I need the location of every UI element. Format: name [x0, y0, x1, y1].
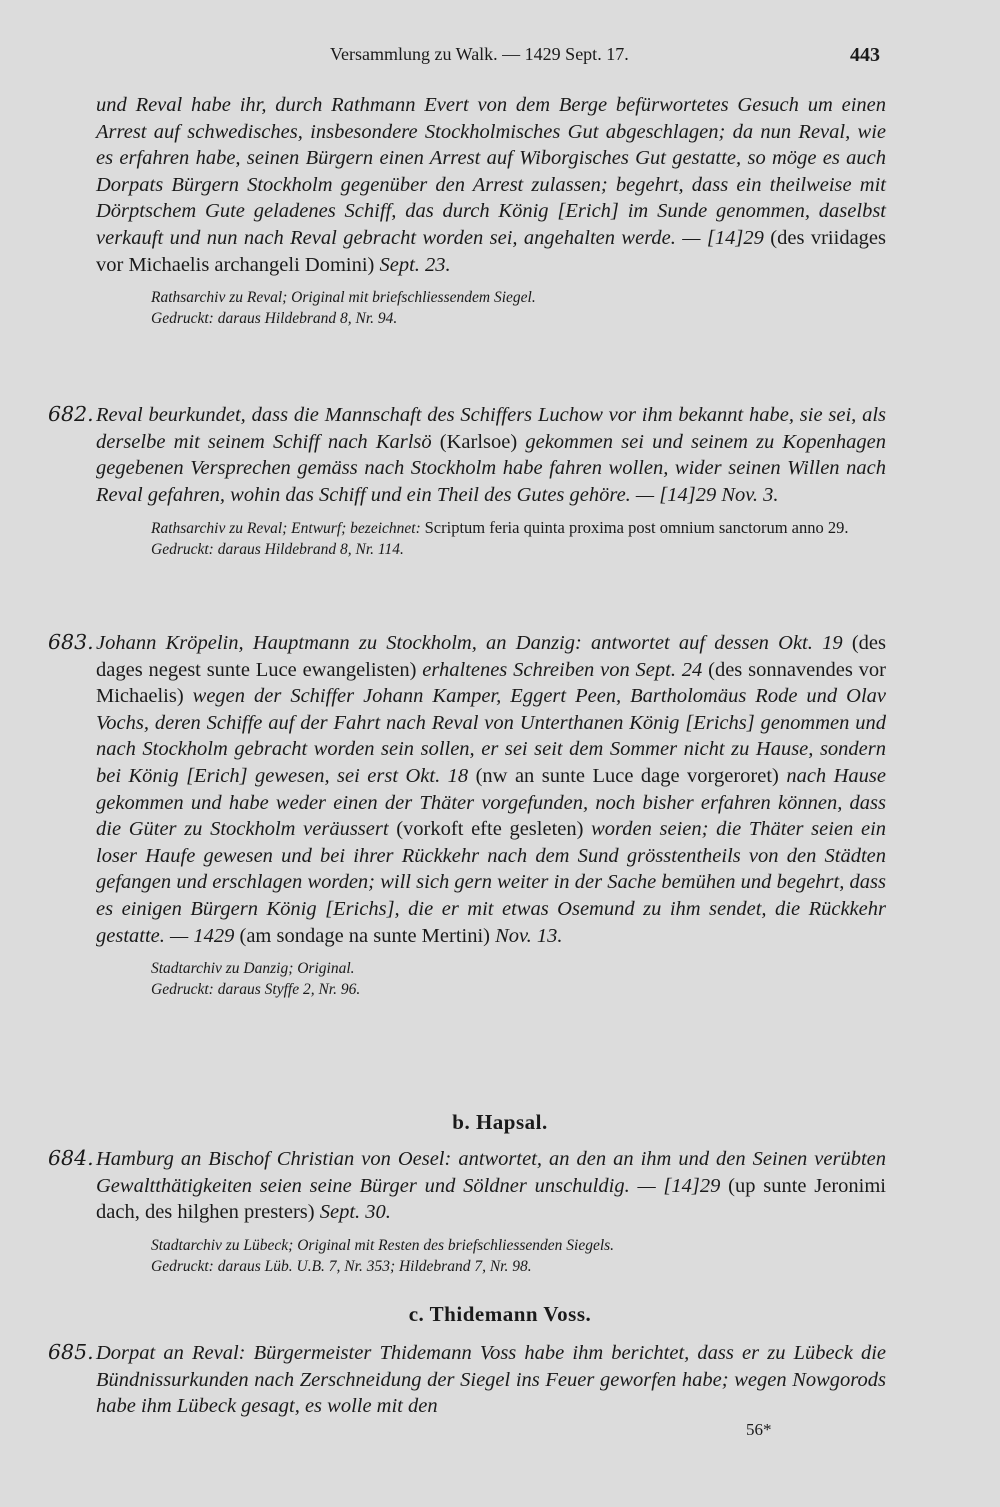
entry-quote: (des vriidages vor Michaelis archangeli Domini): [96, 226, 886, 276]
archive-line: Rathsarchiv zu Reval; Original mit briefschliessendem Siegel.: [151, 289, 536, 307]
entry-date: Sept. 30.: [319, 1201, 391, 1224]
section-heading-hapsal: b. Hapsal.: [452, 1110, 548, 1134]
entry-682: [48, 402, 887, 560]
printed-line: Gedruckt: daraus Hildebrand 8, Nr. 94.: [151, 310, 398, 328]
entry-text: Johann Kröpelin, Hauptmann zu Stockholm, an Danzig: antwortet auf dessen Okt. 19: [96, 632, 843, 654]
printed-line: Gedruckt: daraus Lüb. U.B. 7, Nr. 353; Hildebrand 7, Nr. 98.: [151, 1257, 532, 1275]
entry-685: [48, 1340, 886, 1420]
entry-number: 682.: [48, 402, 94, 426]
signature-mark: 56*: [746, 1420, 772, 1439]
archive-line: Stadtarchiv zu Lübeck; Original mit Resten des briefschliessenden Siegels.: [151, 1236, 615, 1254]
archive-line: Stadtarchiv zu Danzig; Original.: [151, 960, 355, 978]
entry-body: [96, 402, 886, 508]
printed-line: Gedruckt: daraus Styffe 2, Nr. 96.: [151, 981, 361, 999]
entry-quote: (nw an sunte Luce dage vorgeroret): [475, 764, 779, 787]
entry-body: [96, 1146, 886, 1226]
entry-body: Dorpat an Reval: Bürgermeister Thidemann Voss habe ihm berichtet, dass er zu Lübeck die Bündnissurkunden nach Zerschneidung der Siegel ins Feuer geworfen habe; wegen Nowgorods habe ihm Lübeck gesagt, es wolle mit den: [96, 1342, 886, 1418]
archive-label: Rathsarchiv zu Reval; Entwurf; bezeichnet:: [151, 520, 421, 538]
entry-number: 683.: [48, 630, 94, 654]
entry-date: Nov. 13.: [495, 924, 563, 947]
entry-text: wegen der Schiffer Johann Kamper, Eggert Peen, Bartholomäus Rode und Olav Vochs, deren Schiffe auf der Fahrt nach Reval von Unterthanen König [Erichs] genommen und nach Stockholm gebracht worden sein sollen, er sei seit dem Sommer nicht zu Hause, sondern bei König [Erich] gewesen, sei erst Okt. 18: [96, 685, 886, 787]
entry-text: Reval beurkundet, dass die Mannschaft des Schiffers Luchow vor ihm bekannt habe, sie sei, als derselbe mit seinem Schiff nach Karlsö: [96, 404, 886, 453]
entry-number: 685.: [48, 1340, 94, 1364]
source-note: [151, 517, 886, 560]
source-note: [151, 1235, 886, 1277]
entry-text: erhaltenes Schreiben von Sept. 24: [422, 658, 703, 681]
source-note: [151, 958, 886, 1000]
entry-quote: (up sunte Jeronimi dach, des hilghen presters): [96, 1174, 887, 1224]
running-title: Versammlung zu Walk. — 1429 Sept. 17.: [330, 44, 629, 64]
entry-text: nach Hause gekommen und habe weder einen der Thäter vorgefunden, noch bisher erfahren können, dass die Güter zu Stockholm veräussert: [96, 764, 887, 841]
entry-text: worden seien; die Thäter seien ein loser Haufe gewesen und bei ihrer Rückkehr nach dem Sund grösstentheils von den Städten gefangen und erschlagen worden; will sich gern weiter in der Sache bemühen und begehrt, dass es einigen Bürgern König [Erichs], die er mit etwas Osemund zu ihm sendet, die Rückkehr gestatte. — 1429: [96, 818, 887, 947]
entry-date: Sept. 23.: [379, 253, 451, 276]
entry-quote: (des dages negest sunte Luce ewangelisten): [96, 632, 886, 681]
entry-quote: (vorkoft efte gesleten): [396, 818, 584, 841]
page-number: 443: [850, 44, 880, 66]
entry-quote: (Karlsoe): [439, 430, 518, 453]
entry-quote: (des sonnavendes vor Michaelis): [96, 658, 887, 708]
entry-683: [48, 630, 887, 1000]
entry-number: 684.: [48, 1146, 94, 1170]
entry-quote: (am sondage na sunte Mertini): [239, 924, 490, 947]
printed-line: Gedruckt: daraus Hildebrand 8, Nr. 114.: [151, 541, 404, 559]
source-note: [151, 287, 886, 329]
entry-text: und Reval habe ihr, durch Rathmann Evert von dem Berge befürwortetes Gesuch um einen Arrest auf schwedisches, insbesondere Stockholmisches Gut abgeschlagen; da nun Reval, wie es erfahren habe, seinen Bürgern einen Arrest auf Wiborgisches Gut gestatte, so möge es auch Dorpats Bürgern Stockholm gegenüber den Arrest zulassen; begehrt, dass ein theilweise mit Dörptschem Gute geladenes Schiff, das durch König [Erich] im Sunde genommen, daselbst verkauft und nun nach Reval gebracht worden sei, angehalten werde. — [14]29: [96, 94, 886, 249]
section-heading-voss: c. Thidemann Voss.: [408, 1302, 592, 1326]
entry-text: Hamburg an Bischof Christian von Oesel: antwortet, an den an ihm und den Seinen verübten Gewaltthätigkeiten seien seine Bürger und Söldner unschuldig. — [14]29: [96, 1148, 886, 1197]
archive-line: [151, 517, 886, 539]
entry-text: gekommen sei und seinem zu Kopenhagen gegebenen Versprechen gemäss nach Stockholm habe fahren wollen, wider seinen Willen nach Reval gefahren, wohin das Schiff und ein Theil des Gutes gehöre. — [14]29 Nov. 3.: [96, 430, 887, 506]
entry-body: [96, 630, 886, 949]
entry-continued: [96, 92, 886, 329]
entry-684: [48, 1146, 887, 1277]
entry-body: [96, 92, 886, 278]
archive-quote: Scriptum feria quinta proxima post omnium sanctorum anno 29.: [424, 518, 849, 538]
